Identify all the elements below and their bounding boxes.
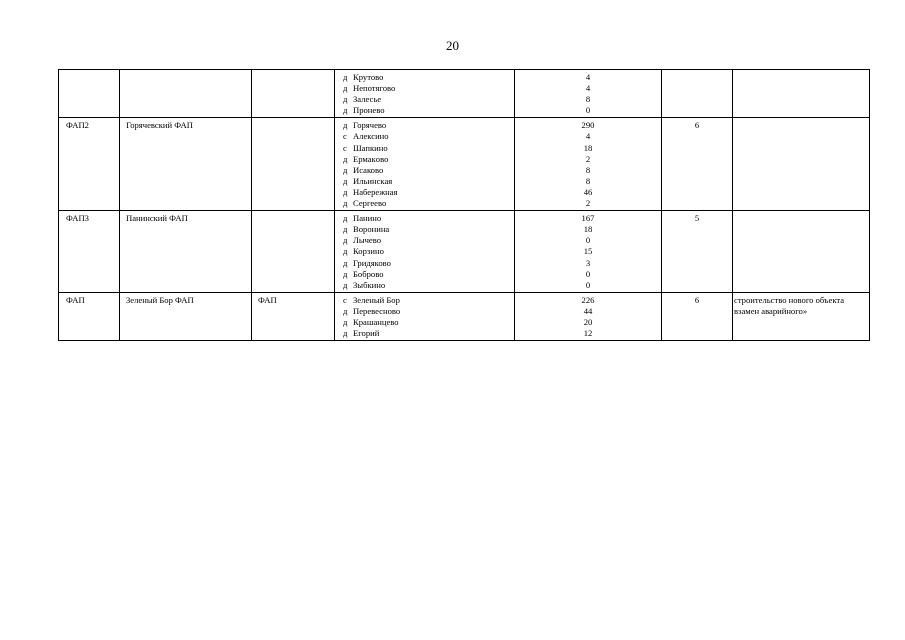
settlement-prefix: д (343, 153, 348, 164)
settlement-name: Боброво (353, 268, 384, 279)
settlement-name: Панино (353, 213, 382, 224)
settlement-item (343, 72, 511, 83)
settlement-item (343, 83, 511, 94)
settlement-name: Ермакoво (353, 153, 389, 164)
settlement-name: Перевесново (353, 305, 401, 316)
settlement-item (343, 94, 511, 105)
note-cell (733, 118, 870, 211)
settlement-name: Крутово (353, 72, 384, 82)
population-value: 226 (581, 294, 595, 305)
facility-name-cell (120, 118, 252, 211)
settlement-prefix: с (343, 131, 347, 142)
settlement-item (343, 258, 511, 269)
settlement-name: Зыбкино (353, 279, 386, 290)
settlement-name: Горячево (353, 120, 387, 131)
note-cell (733, 292, 870, 340)
settlements-cell (335, 211, 515, 293)
settlement-name: Исаково (353, 164, 384, 175)
facility-type-cell (252, 211, 335, 293)
settlement-name: Ильинская (353, 175, 393, 186)
settlement-prefix: с (343, 142, 347, 153)
note-text: строительство нового объекта взамен аварийного» (734, 294, 845, 316)
settlement-name: Корзино (353, 246, 384, 257)
settlement-prefix: д (343, 268, 348, 279)
facility-name-cell (120, 70, 252, 118)
population-value: 0 (585, 268, 591, 279)
settlement-prefix: д (343, 72, 348, 82)
settlement-prefix: д (343, 257, 348, 268)
settlement-name: Егорий (353, 328, 380, 339)
distance-cell (662, 211, 733, 293)
population-value: 2 (585, 153, 591, 164)
settlement-name: Шапкино (353, 142, 388, 153)
population-value: 167 (581, 213, 595, 224)
settlement-prefix: д (343, 105, 348, 116)
settlement-item (343, 224, 511, 235)
population-value: 20 (583, 316, 593, 327)
settlement-prefix: д (343, 120, 348, 131)
settlement-item (343, 154, 511, 165)
table-row (59, 211, 870, 293)
population-value: 4 (585, 83, 591, 94)
settlement-item (343, 246, 511, 257)
facility-type-cell (252, 118, 335, 211)
population-cell (515, 118, 662, 211)
distance-value: 5 (694, 213, 700, 224)
population-value: 46 (583, 186, 593, 197)
population-value: 0 (585, 235, 591, 246)
page-number: 20 (446, 38, 459, 53)
population-cell (515, 211, 662, 293)
facility-type-cell (252, 292, 335, 340)
settlement-prefix: д (343, 213, 348, 224)
settlement-name: Гридяково (353, 257, 391, 268)
settlement-name: Зеленый Бор (353, 294, 400, 305)
settlement-item (343, 295, 511, 306)
settlement-name: Воронина (353, 224, 390, 235)
population-value: 44 (583, 305, 593, 316)
population-value: 8 (585, 164, 591, 175)
facility-code: ФАП (66, 294, 85, 305)
population-value: 0 (585, 279, 591, 290)
settlement-item (343, 213, 511, 224)
facility-name: Горячевский ФАП (126, 120, 193, 131)
settlement-item (343, 131, 511, 142)
settlement-item (343, 280, 511, 291)
settlement-prefix: д (343, 83, 348, 94)
settlement-name: Лычево (353, 235, 382, 246)
table-row (59, 292, 870, 340)
table-body (59, 70, 870, 341)
settlement-item (343, 165, 511, 176)
settlement-prefix: д (343, 246, 348, 257)
facility-name-cell (120, 292, 252, 340)
settlement-prefix: д (343, 175, 348, 186)
population-value: 12 (583, 328, 593, 339)
settlement-item (343, 120, 511, 131)
distance-cell (662, 292, 733, 340)
distance-cell (662, 70, 733, 118)
population-value: 18 (583, 224, 593, 235)
population-value: 8 (585, 94, 591, 105)
settlement-item (343, 143, 511, 154)
settlements-cell (335, 118, 515, 211)
table-row (59, 118, 870, 211)
settlement-prefix: д (343, 94, 348, 105)
settlement-item (343, 105, 511, 116)
settlement-prefix: с (343, 294, 347, 305)
settlement-item (343, 176, 511, 187)
settlement-prefix: д (343, 186, 348, 197)
settlement-prefix: д (343, 235, 348, 246)
settlement-name: Непотягово (353, 83, 396, 94)
population-value: 2 (585, 198, 591, 209)
settlement-item (343, 235, 511, 246)
facility-type-cell (252, 70, 335, 118)
settlement-name: Набережная (353, 186, 398, 197)
population-value: 4 (585, 131, 591, 142)
facility-code: ФАП2 (66, 120, 89, 131)
settlement-prefix: д (343, 305, 348, 316)
settlement-item (343, 198, 511, 209)
settlement-item (343, 317, 511, 328)
settlement-item (343, 328, 511, 339)
facility-code-cell (59, 211, 120, 293)
settlement-name: Залесье (353, 94, 382, 105)
facility-name: Зеленый Бор ФАП (126, 294, 194, 305)
population-cell (515, 70, 662, 118)
settlements-cell (335, 292, 515, 340)
population-value: 290 (581, 120, 595, 131)
note-cell (733, 70, 870, 118)
population-cell (515, 292, 662, 340)
settlement-prefix: д (343, 198, 348, 209)
settlement-item (343, 306, 511, 317)
settlement-name: Крашанцево (353, 316, 399, 327)
facility-code-cell (59, 70, 120, 118)
settlement-name: Сергеево (353, 198, 387, 209)
facility-name: Панинский ФАП (126, 213, 188, 224)
settlement-name: Алексино (353, 131, 389, 142)
settlement-prefix: д (343, 279, 348, 290)
note-cell (733, 211, 870, 293)
population-value: 8 (585, 175, 591, 186)
settlement-prefix: д (343, 164, 348, 175)
settlement-item (343, 187, 511, 198)
settlement-prefix: д (343, 224, 348, 235)
population-value: 3 (585, 257, 591, 268)
settlement-prefix: д (343, 316, 348, 327)
distance-value: 6 (694, 294, 700, 305)
settlement-name: Пронево (353, 105, 385, 116)
population-value: 4 (585, 72, 591, 82)
population-value: 18 (583, 142, 593, 153)
facilities-table (58, 69, 870, 341)
distance-cell (662, 118, 733, 211)
facility-code: ФАП3 (66, 213, 89, 224)
settlements-cell (335, 70, 515, 118)
facility-code-cell (59, 292, 120, 340)
facility-name-cell (120, 211, 252, 293)
distance-value: 6 (694, 120, 700, 131)
population-value: 0 (585, 105, 591, 116)
settlement-prefix: д (343, 328, 348, 339)
facility-type: ФАП (258, 294, 277, 305)
facility-code-cell (59, 118, 120, 211)
table-row (59, 70, 870, 118)
population-value: 15 (583, 246, 593, 257)
settlement-item (343, 269, 511, 280)
